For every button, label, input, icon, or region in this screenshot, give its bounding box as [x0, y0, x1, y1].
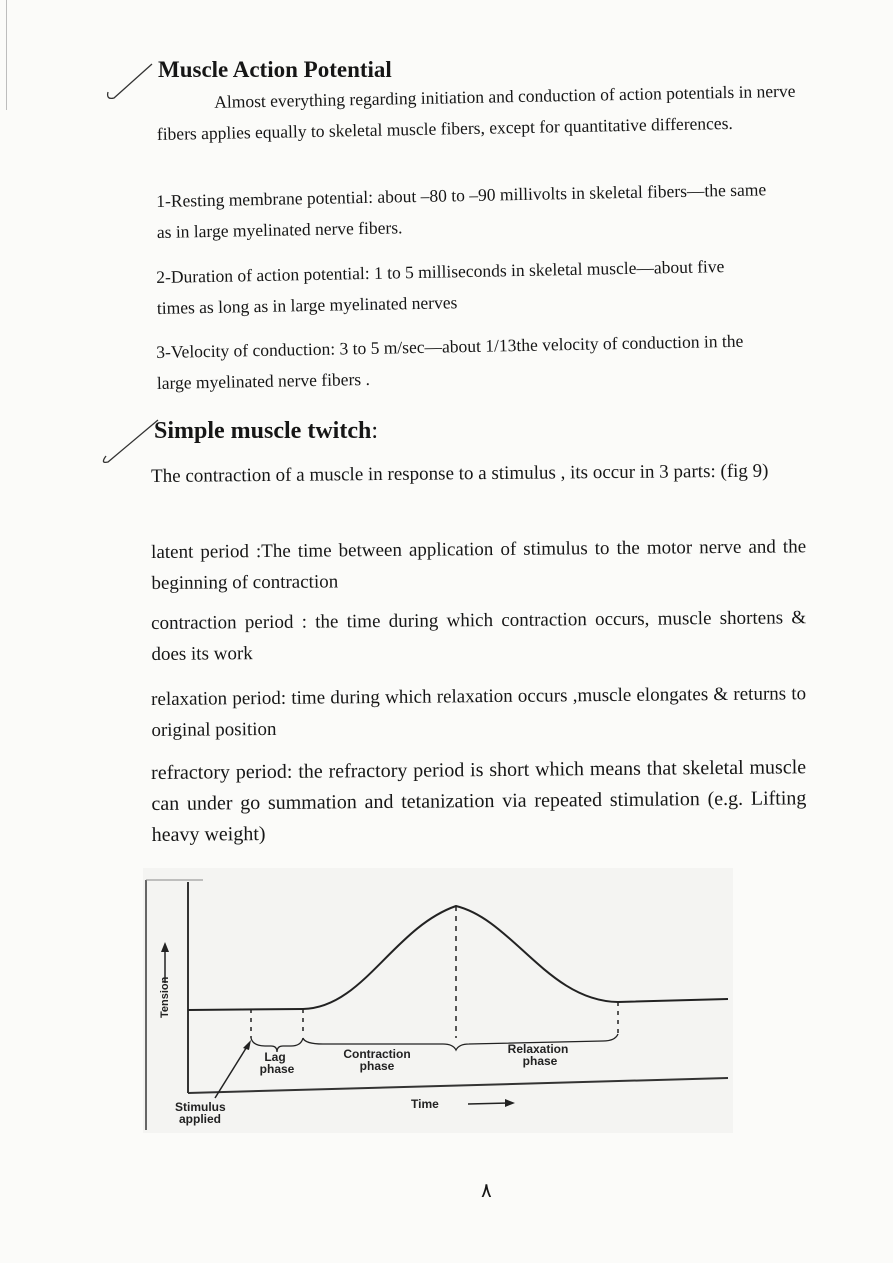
- page-number: ٨: [481, 1180, 492, 1202]
- relaxation-phase-label-1: Relaxation: [507, 1042, 569, 1056]
- page-edge: [6, 0, 7, 110]
- x-axis-label: Time: [411, 1097, 439, 1111]
- section-heading-muscle-action-potential: Muscle Action Potential: [158, 57, 392, 82]
- muscle-twitch-figure: [143, 868, 733, 1133]
- item-duration: 2-Duration of action potential: 1 to 5 milliseconds in skeletal muscle—about five times as long as in large myelinated nerves: [156, 256, 725, 318]
- refractory-period-paragraph: refractory period: the refractory period is short which means that skeletal muscle can under go summation and tetanization via repeated stimulation (e.g. Lifting heavy weight): [151, 756, 807, 846]
- check-mark-icon: [100, 60, 160, 105]
- item-velocity: 3-Velocity of conduction: 3 to 5 m/sec—about 1/13the velocity of conduction in the large myelinated nerve fibers .: [156, 330, 744, 393]
- lag-phase-label-1: Lag: [264, 1050, 286, 1064]
- lag-phase-label-2: phase: [259, 1062, 295, 1076]
- x-axis: [188, 1078, 728, 1093]
- twitch-curve: [188, 906, 728, 1010]
- arrow-head-icon: [243, 1040, 251, 1050]
- relaxation-phase-label-2: phase: [522, 1054, 558, 1068]
- contraction-period-paragraph: contraction period : the time during which contraction occurs, muscle shortens & does its work: [151, 607, 807, 665]
- arrow-head-icon: [505, 1099, 515, 1107]
- time-arrow: [468, 1103, 511, 1104]
- latent-period-paragraph: latent period :The time between application of stimulus to the motor nerve and the beginning of contraction: [151, 536, 807, 594]
- stimulus-label-1: Stimulus: [175, 1100, 226, 1114]
- contraction-phase-label-1: Contraction: [343, 1047, 411, 1061]
- intro-paragraph: Almost everything regarding initiation and conduction of action potentials in nerve fibers applies equally to skeletal muscle fibers, except for quantitative differences.: [156, 80, 796, 144]
- arrow-head-icon: [161, 942, 169, 952]
- item-resting-potential: 1-Resting membrane potential: about –80 to –90 millivolts in skeletal fibers—the same as in large myelinated nerve fibers.: [156, 179, 767, 242]
- stimulus-arrow: [215, 1045, 248, 1098]
- section-heading-simple-twitch: Simple muscle twitch:: [154, 418, 378, 444]
- relaxation-period-paragraph: relaxation period: time during which relaxation occurs ,muscle elongates & returns to original position: [151, 683, 807, 741]
- stimulus-label-2: applied: [179, 1112, 222, 1126]
- y-axis-label: Tension: [159, 976, 171, 1018]
- twitch-intro-paragraph: The contraction of a muscle in response to a stimulus , its occur in 3 parts: (fig 9): [151, 460, 769, 487]
- contraction-phase-label-2: phase: [359, 1059, 395, 1073]
